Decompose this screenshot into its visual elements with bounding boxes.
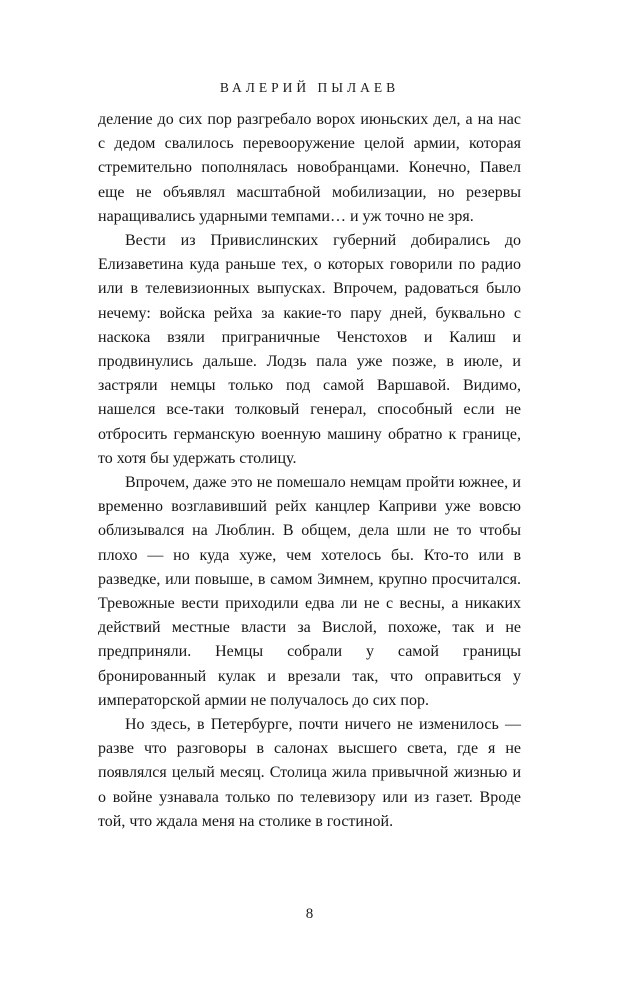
text-block xyxy=(98,108,521,834)
body-paragraph: Но здесь, в Петербурге, почти ничего не изменилось — разве что разговоры в салонах высшего света, где я не появлялся целый месяц. Столица жила привычной жизнью и о войне узнавала только по телевизору или из газет. Вроде той, что ждала меня на столике в гостиной. xyxy=(98,716,521,830)
page-number: 8 xyxy=(305,906,314,922)
body-paragraph: Впрочем, даже это не помешало немцам пройти южнее, и временно возглавивший рейх канцлер Каприви уже вовсю облизывался на Люблин. В общем, дела шли не то чтобы плохо — но куда хуже, чем хотелось бы. Кто-то или в разведке, или повыше, в самом Зимнем, крупно просчитался. Тревожные вести приходили едва ли не с весны, а никаких действий местные власти за Вислой, похоже, так и не предприняли. Немцы собрали у самой границы бронированный кулак и врезали так, что оправиться у императорской армии не получалось до сих пор. xyxy=(98,474,521,709)
body-paragraph: Вести из Привислинских губерний добирались до Елизаветина куда раньше тех, о которых говорили по радио или в телевизионных выпусках. Впрочем, радоваться было нечему: войска рейха за какие-то пару дней, буквально с наскока взяли приграничные Ченстохов и Калиш и продвинулись дальше. Лодзь пала уже позже, в июле, и застряли немцы только под самой Варшавой. Видимо, нашелся все-таки толковый генерал, способный если не отбросить германскую военную машину обратно к границе, то хотя бы удержать столицу. xyxy=(98,232,521,467)
running-head-author: ВАЛЕРИЙ ПЫЛАЕВ xyxy=(219,80,400,95)
body-paragraph: деление до сих пор разгребало ворох июньских дел, а на нас с дедом свалилось перевооружение целой армии, которая стремительно пополнялась новобранцами. Конечно, Павел еще не объявлял масштабной мобилизации, но резервы наращивались ударными темпами… и уж точно не зря. xyxy=(98,111,521,225)
